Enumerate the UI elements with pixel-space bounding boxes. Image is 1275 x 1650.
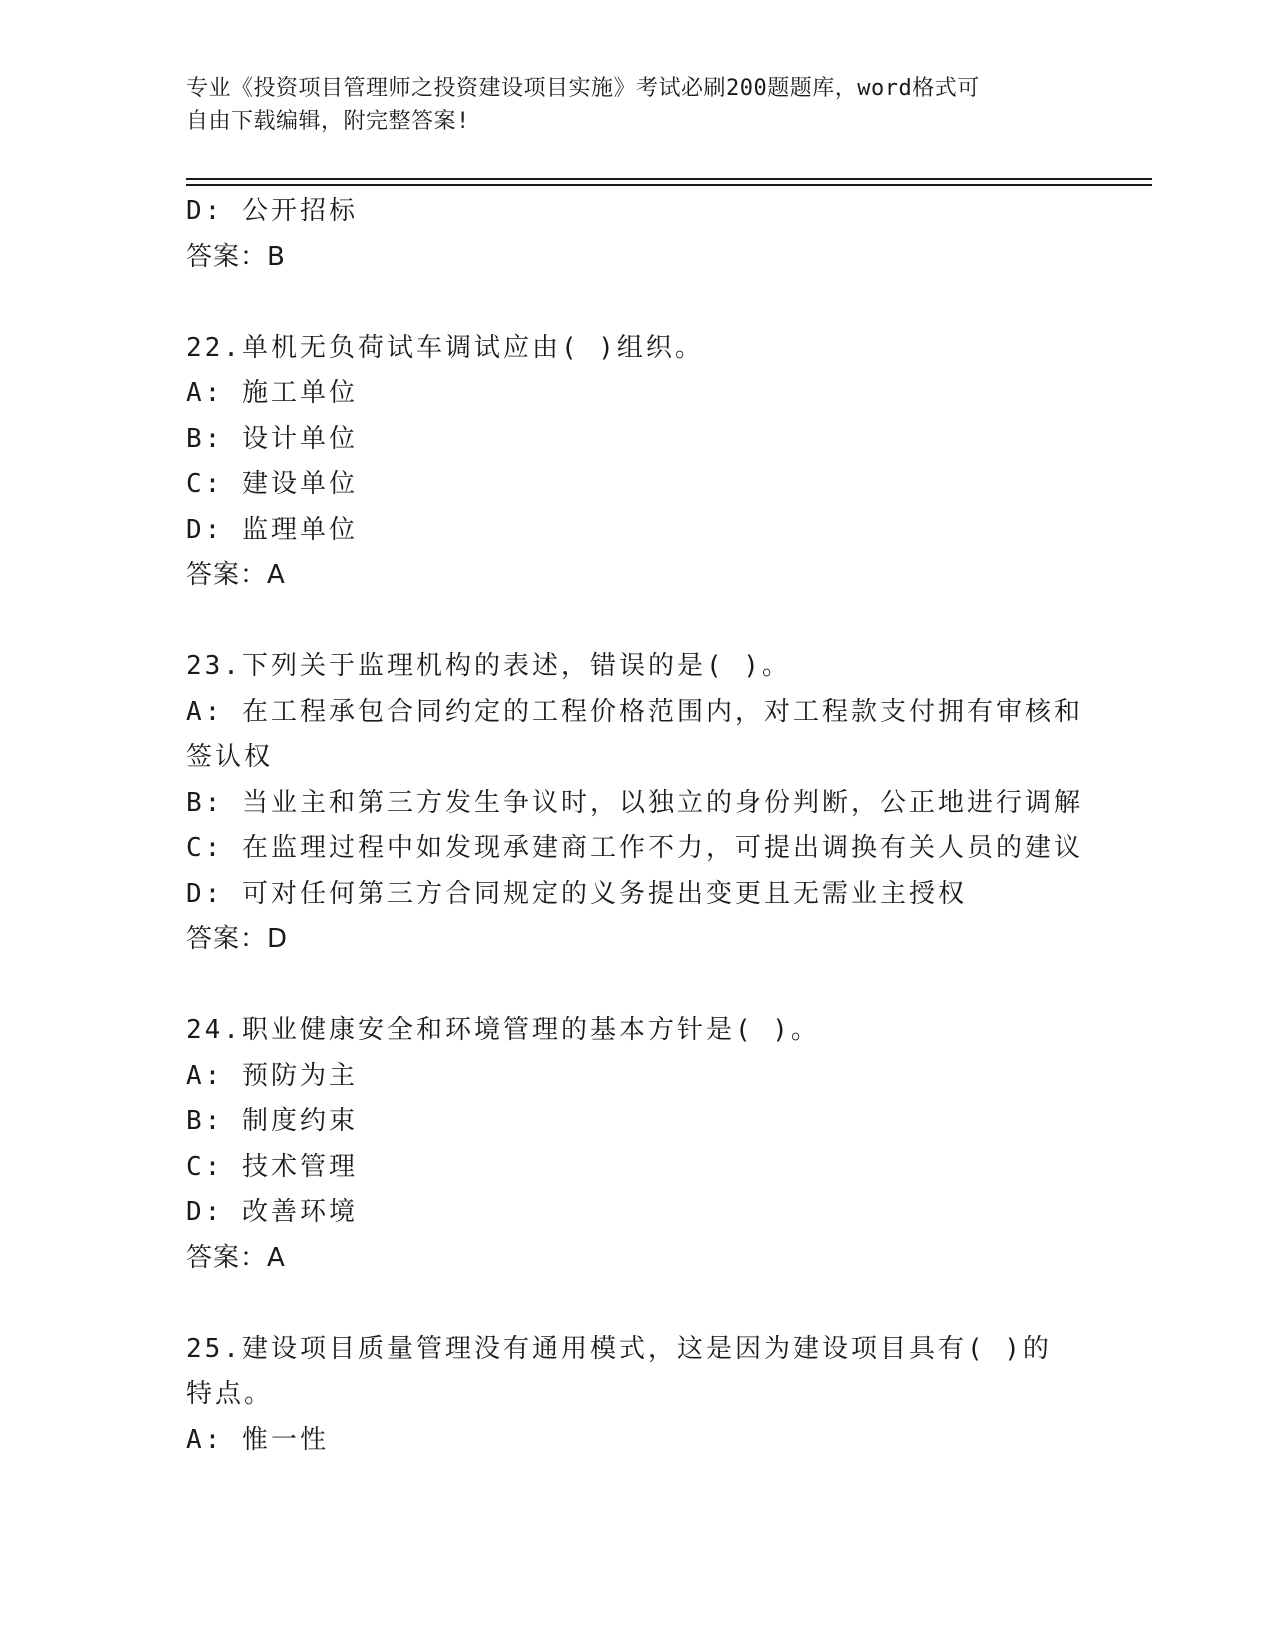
option-b: B: 当业主和第三方发生争议时，以独立的身份判断，公正地进行调解	[186, 787, 1083, 818]
question-text-continued: 特点。	[186, 1379, 274, 1409]
option-a: A: 在工程承包合同约定的工程价格范围内，对工程款支付拥有审核和	[186, 696, 1083, 727]
option-a-continued: 签认权	[186, 742, 274, 772]
spacer	[186, 1281, 1086, 1327]
question-text: 24.职业健康安全和环境管理的基本方针是( )。	[186, 1015, 820, 1045]
question-block-22	[186, 326, 1086, 599]
document-header	[186, 72, 1086, 138]
option-d: D: 改善环境	[186, 1197, 358, 1227]
header-line-2: 自由下载编辑，附完整答案!	[186, 109, 470, 134]
spacer	[186, 599, 1086, 645]
header-rule-top	[186, 178, 1152, 180]
option-b: B: 制度约束	[186, 1106, 358, 1136]
question-list	[186, 189, 1086, 1463]
option-a: A: 施工单位	[186, 378, 358, 408]
option-c: C: 建设单位	[186, 469, 358, 499]
question-text: 22.单机无负荷试车调试应由( )组织。	[186, 332, 704, 363]
option-a: A: 惟一性	[186, 1424, 329, 1455]
answer: 答案：A	[186, 560, 286, 590]
header-line-1: 专业《投资项目管理师之投资建设项目实施》考试必刷200题题库，word格式可	[186, 76, 980, 101]
option-d: D: 公开招标	[186, 196, 358, 226]
question-text: 23.下列关于监理机构的表述，错误的是( )。	[186, 651, 791, 681]
spacer	[186, 963, 1086, 1009]
question-block-25	[186, 1327, 1086, 1464]
question-block-23	[186, 644, 1086, 963]
answer: 答案：A	[186, 1242, 286, 1273]
answer: 答案：D	[186, 924, 289, 954]
header-rule-bottom	[186, 184, 1152, 186]
question-block-24	[186, 1008, 1086, 1281]
option-d: D: 监理单位	[186, 514, 358, 545]
option-b: B: 设计单位	[186, 423, 358, 454]
question-text: 25.建设项目质量管理没有通用模式，这是因为建设项目具有( )的	[186, 1333, 1052, 1364]
spacer	[186, 280, 1086, 326]
answer: 答案：B	[186, 241, 286, 272]
option-a: A: 预防为主	[186, 1060, 358, 1091]
option-c: C: 技术管理	[186, 1151, 358, 1182]
option-d: D: 可对任何第三方合同规定的义务提出变更且无需业主授权	[186, 878, 967, 909]
option-c: C: 在监理过程中如发现承建商工作不力，可提出调换有关人员的建议	[186, 833, 1083, 863]
question-block-21	[186, 189, 1086, 280]
